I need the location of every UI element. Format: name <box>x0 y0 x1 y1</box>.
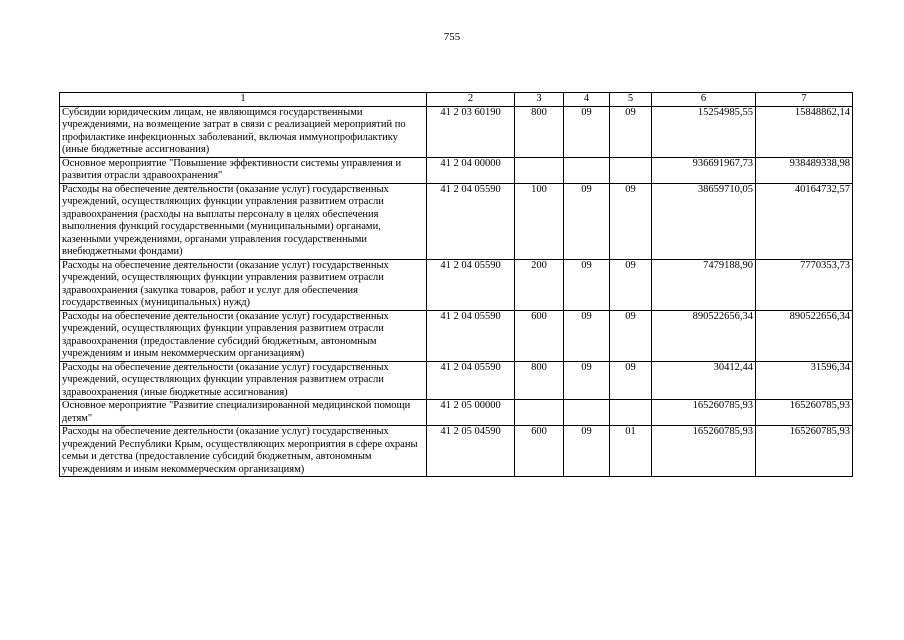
row-pr-code: 01 <box>610 426 652 477</box>
row-rz-code: 09 <box>564 106 610 157</box>
row-csr-code: 41 2 05 04590 <box>427 426 515 477</box>
row-name: Расходы на обеспечение деятельности (оказание услуг) государственных учреждений, осуществляющих функции управления развитием отрасли здравоохранения (расходы на выплаты персоналу в целях обеспечения выполнения функций государственными (муниципальными) органами, казенными учреждениями, органами управления государственными внебюджетными фондами) <box>60 183 427 259</box>
table-row <box>60 310 853 361</box>
col-header-3: 3 <box>515 93 564 107</box>
row-vr-code: 200 <box>515 259 564 310</box>
row-rz-code: 09 <box>564 361 610 400</box>
row-name: Основное мероприятие "Развитие специализированной медицинской помощи детям" <box>60 400 427 426</box>
row-csr-code: 41 2 05 00000 <box>427 400 515 426</box>
col-header-6: 6 <box>652 93 756 107</box>
row-sum-year2: 165260785,93 <box>756 426 853 477</box>
row-sum-year1: 890522656,34 <box>652 310 756 361</box>
row-sum-year1: 7479188,90 <box>652 259 756 310</box>
row-csr-code: 41 2 04 05590 <box>427 361 515 400</box>
col-header-7: 7 <box>756 93 853 107</box>
row-vr-code: 600 <box>515 426 564 477</box>
row-pr-code: 09 <box>610 259 652 310</box>
row-pr-code <box>610 157 652 183</box>
row-sum-year1: 936691967,73 <box>652 157 756 183</box>
col-header-2: 2 <box>427 93 515 107</box>
page-number: 755 <box>443 31 461 43</box>
row-rz-code: 09 <box>564 310 610 361</box>
header-row <box>60 93 853 107</box>
col-header-1: 1 <box>60 93 427 107</box>
row-csr-code: 41 2 04 05590 <box>427 259 515 310</box>
row-vr-code: 100 <box>515 183 564 259</box>
row-sum-year2: 938489338,98 <box>756 157 853 183</box>
row-rz-code <box>564 157 610 183</box>
row-name: Расходы на обеспечение деятельности (оказание услуг) государственных учреждений Республики Крым, осуществляющих мероприятия в сфере охраны семьи и детства (предоставление субсидий бюджетным, автономным учреждениям и иным некоммерческим организациям) <box>60 426 427 477</box>
row-vr-code <box>515 400 564 426</box>
row-name: Основное мероприятие "Повышение эффективности системы управления и развития отрасли здравоохранения" <box>60 157 427 183</box>
row-pr-code: 09 <box>610 310 652 361</box>
row-name: Расходы на обеспечение деятельности (оказание услуг) государственных учреждений, осуществляющих функции управления развитием отрасли здравоохранения (предоставление субсидий бюджетным, автономным учреждениям и иным некоммерческим организациям) <box>60 310 427 361</box>
row-sum-year2: 15848862,14 <box>756 106 853 157</box>
row-csr-code: 41 2 04 05590 <box>427 183 515 259</box>
row-vr-code: 800 <box>515 106 564 157</box>
row-vr-code: 800 <box>515 361 564 400</box>
row-sum-year2: 31596,34 <box>756 361 853 400</box>
row-sum-year2: 7770353,73 <box>756 259 853 310</box>
row-pr-code: 09 <box>610 361 652 400</box>
row-name: Расходы на обеспечение деятельности (оказание услуг) государственных учреждений, осуществляющих функции управления развитием отрасли здравоохранения (иные бюджетные ассигнования) <box>60 361 427 400</box>
row-sum-year1: 38659710,05 <box>652 183 756 259</box>
row-sum-year2: 890522656,34 <box>756 310 853 361</box>
budget-table <box>59 92 853 477</box>
row-sum-year1: 30412,44 <box>652 361 756 400</box>
row-vr-code <box>515 157 564 183</box>
table-row <box>60 157 853 183</box>
row-sum-year1: 165260785,93 <box>652 426 756 477</box>
row-sum-year1: 165260785,93 <box>652 400 756 426</box>
col-header-5: 5 <box>610 93 652 107</box>
row-pr-code <box>610 400 652 426</box>
row-sum-year2: 165260785,93 <box>756 400 853 426</box>
row-name: Субсидии юридическим лицам, не являющимся государственными учреждениями, на возмещение затрат в связи с реализацией мероприятий по профилактике инфекционных заболеваний, включая иммунопрофилактику (иные бюджетные ассигнования) <box>60 106 427 157</box>
row-rz-code <box>564 400 610 426</box>
row-pr-code: 09 <box>610 106 652 157</box>
row-csr-code: 41 2 04 00000 <box>427 157 515 183</box>
row-sum-year1: 15254985,55 <box>652 106 756 157</box>
table-row <box>60 361 853 400</box>
row-rz-code: 09 <box>564 259 610 310</box>
row-sum-year2: 40164732,57 <box>756 183 853 259</box>
row-rz-code: 09 <box>564 426 610 477</box>
row-name: Расходы на обеспечение деятельности (оказание услуг) государственных учреждений, осуществляющих функции управления развитием отрасли здравоохранения (закупка товаров, работ и услуг для обеспечения государственных (муниципальных) нужд) <box>60 259 427 310</box>
table-row <box>60 426 853 477</box>
table-row <box>60 400 853 426</box>
row-rz-code: 09 <box>564 183 610 259</box>
row-csr-code: 41 2 03 60190 <box>427 106 515 157</box>
col-header-4: 4 <box>564 93 610 107</box>
row-vr-code: 600 <box>515 310 564 361</box>
row-csr-code: 41 2 04 05590 <box>427 310 515 361</box>
table-row <box>60 183 853 259</box>
table-row <box>60 106 853 157</box>
row-pr-code: 09 <box>610 183 652 259</box>
table-row <box>60 259 853 310</box>
